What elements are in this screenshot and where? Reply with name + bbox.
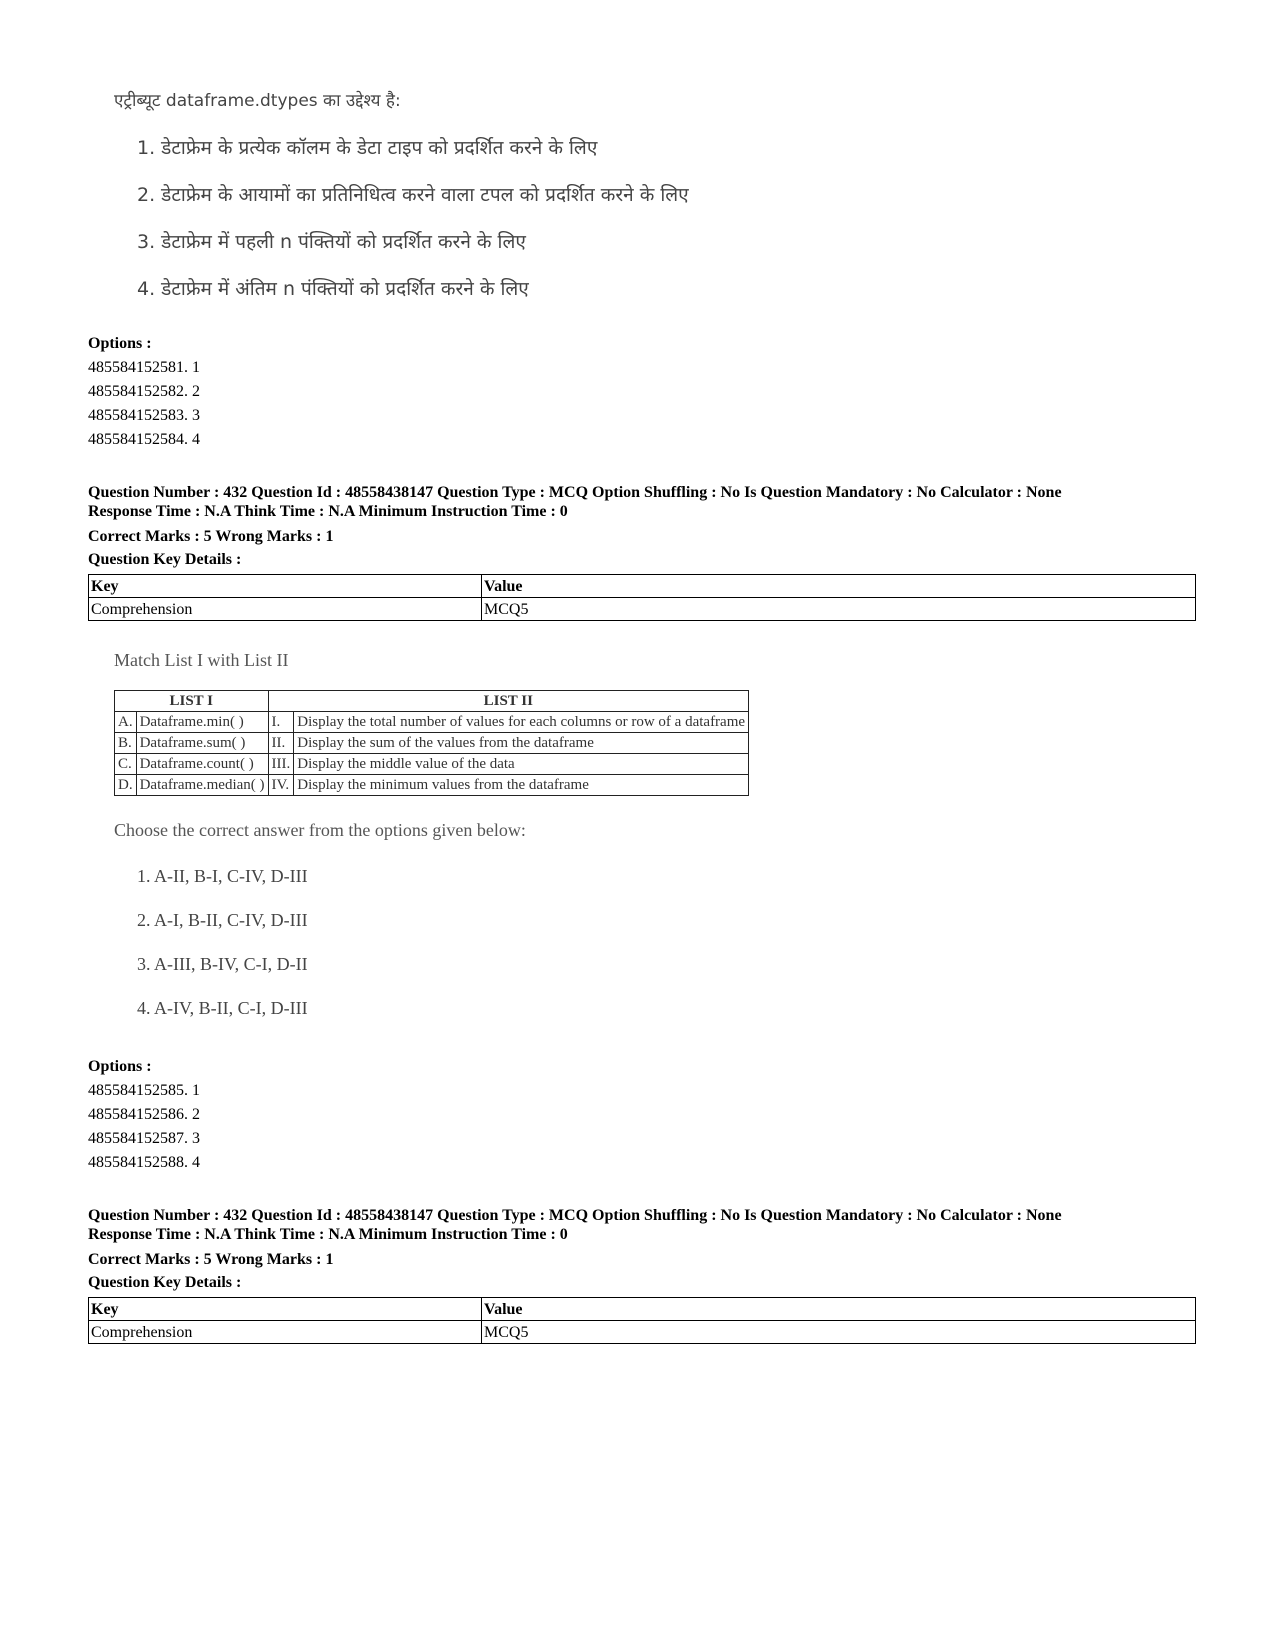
question-1-image-title: एट्रीब्यूट dataframe.dtypes का उद्देश्य है: [114, 91, 401, 111]
list-i-item: Dataframe.sum( ) [136, 733, 268, 754]
list-ii-item: Display the minimum values from the dataframe [294, 775, 749, 796]
list-i-item: Dataframe.median( ) [136, 775, 268, 796]
question-2-header-line-1: Question Number : 432 Question Id : 48558438147 Question Type : MCQ Option Shuffling : No Is Question Mandatory : No Calculator : None [88, 484, 1062, 501]
question-2-key-details-label: Question Key Details : [88, 551, 242, 568]
question-1-option-3: 485584152583. 3 [88, 407, 200, 424]
table-header-key: Key [89, 575, 482, 598]
question-1-image-option-3: 3. डेटाफ्रेम में पहली n पंक्तियों को प्रदर्शित करने के लिए [137, 231, 526, 253]
table-header-value: Value [482, 575, 1196, 598]
question-1-option-4: 485584152584. 4 [88, 431, 200, 448]
list-ii-numeral: III. [268, 754, 294, 775]
table-row [89, 1321, 1196, 1344]
table-cell-value: MCQ5 [482, 1321, 1196, 1344]
question-1-option-2: 485584152582. 2 [88, 383, 200, 400]
list-ii-item: Display the sum of the values from the dataframe [294, 733, 749, 754]
question-2-header [88, 483, 1062, 521]
list-i-letter: C. [115, 754, 137, 775]
list-i-item: Dataframe.min( ) [136, 712, 268, 733]
list-ii-numeral: IV. [268, 775, 294, 796]
question-2-option-4: 485584152588. 4 [88, 1154, 200, 1171]
question-2-options-label: Options : [88, 1058, 152, 1075]
table-cell-key: Comprehension [89, 598, 482, 621]
list-i-item: Dataframe.count( ) [136, 754, 268, 775]
question-2-option-3: 485584152587. 3 [88, 1130, 200, 1147]
question-3-key-details-label: Question Key Details : [88, 1274, 242, 1291]
question-1-image-option-4: 4. डेटाफ्रेम में अंतिम n पंक्तियों को प्रदर्शित करने के लिए [137, 278, 529, 300]
list-i-letter: A. [115, 712, 137, 733]
table-cell-value: MCQ5 [482, 598, 1196, 621]
table-header-value: Value [482, 1298, 1196, 1321]
question-2-choose-instruction: Choose the correct answer from the options given below: [114, 820, 526, 840]
list-ii-header: LIST II [268, 691, 749, 712]
table-row [89, 598, 1196, 621]
question-2-option-1: 485584152585. 1 [88, 1082, 200, 1099]
question-1-image-option-2: 2. डेटाफ्रेम के आयामों का प्रतिनिधित्व करने वाला टपल को प्रदर्शित करने के लिए [137, 184, 689, 206]
question-3-header [88, 1206, 1062, 1244]
question-2-marks: Correct Marks : 5 Wrong Marks : 1 [88, 528, 334, 545]
question-1-options-label: Options : [88, 335, 152, 352]
question-2-option-2: 485584152586. 2 [88, 1106, 200, 1123]
question-1-option-1: 485584152581. 1 [88, 359, 200, 376]
list-i-letter: B. [115, 733, 137, 754]
table-cell-key: Comprehension [89, 1321, 482, 1344]
question-2-image-option-3: 3. A-III, B-IV, C-I, D-II [137, 954, 308, 974]
question-2-header-line-2: Response Time : N.A Think Time : N.A Minimum Instruction Time : 0 [88, 503, 568, 520]
question-3-header-line-2: Response Time : N.A Think Time : N.A Minimum Instruction Time : 0 [88, 1226, 568, 1243]
table-row [115, 775, 749, 796]
list-ii-numeral: II. [268, 733, 294, 754]
list-ii-numeral: I. [268, 712, 294, 733]
question-3-key-table [88, 1297, 1196, 1344]
table-row [89, 575, 1196, 598]
list-i-letter: D. [115, 775, 137, 796]
question-2-key-table [88, 574, 1196, 621]
table-header-key: Key [89, 1298, 482, 1321]
table-row [115, 733, 749, 754]
table-row [89, 1298, 1196, 1321]
table-row [115, 691, 749, 712]
table-row [115, 712, 749, 733]
question-1-image-option-1: 1. डेटाफ्रेम के प्रत्येक कॉलम के डेटा टाइप को प्रदर्शित करने के लिए [137, 137, 598, 159]
question-3-marks: Correct Marks : 5 Wrong Marks : 1 [88, 1251, 334, 1268]
question-2-image-option-4: 4. A-IV, B-II, C-I, D-III [137, 998, 308, 1018]
list-ii-item: Display the middle value of the data [294, 754, 749, 775]
table-row [115, 754, 749, 775]
question-3-header-line-1: Question Number : 432 Question Id : 48558438147 Question Type : MCQ Option Shuffling : No Is Question Mandatory : No Calculator : None [88, 1207, 1062, 1224]
list-i-header: LIST I [115, 691, 269, 712]
match-list-table [114, 690, 749, 796]
list-ii-item: Display the total number of values for each columns or row of a dataframe [294, 712, 749, 733]
question-2-image-option-1: 1. A-II, B-I, C-IV, D-III [137, 866, 308, 886]
question-2-image-option-2: 2. A-I, B-II, C-IV, D-III [137, 910, 308, 930]
question-2-image-title: Match List I with List II [114, 650, 289, 670]
